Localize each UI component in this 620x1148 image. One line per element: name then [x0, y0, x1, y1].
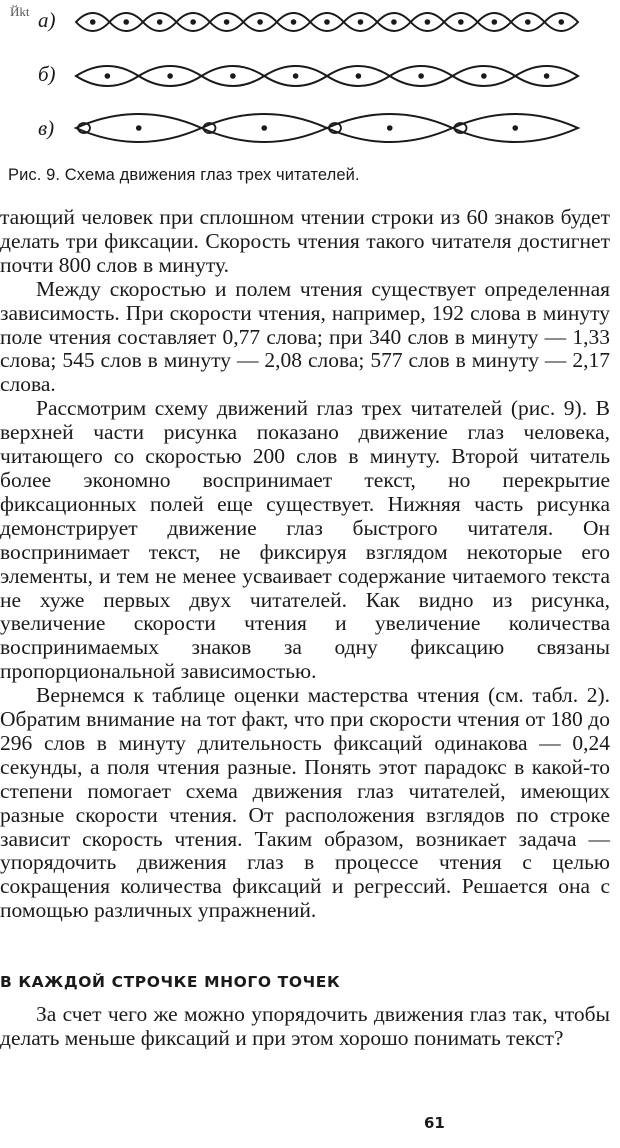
fixation-point	[261, 125, 267, 131]
paragraph: Рассмотрим схему движений глаз трех читателей (рис. 9). В верхней части рисунка показано движение глаз человека, читающего со скоростью 200 слов в минуту. Второй читатель более экономно воспринимает текст, но перекрытие фиксационных полей еще существует. Нижняя часть рисунка демонстрирует движение глаз быстрого читателя. Он воспринимает текст, не фиксируя взглядом некоторые его элементы, и тем не менее усваивает содержание читаемого текста не хуже первых двух читателей. Как видно из рисунка, увеличение скорости чтения и увеличение количества воспринимаемых знаков за одну фиксацию связаны пропорциональной зависимостью.	[0, 396, 610, 684]
section-text	[0, 1003, 610, 1051]
fixation-point	[324, 19, 330, 25]
paragraph: тающий человек при сплошном чтении строки из 60 знаков будет делать три фиксации. Скорость чтения такого читателя достигнет почти 800 слов в минуту.	[0, 205, 610, 277]
fixation-point	[458, 19, 464, 25]
fixation-point	[391, 19, 397, 25]
fixation-point	[136, 125, 142, 131]
fixation-point	[425, 19, 431, 25]
fixation-point	[167, 73, 173, 79]
row-label-a: а)	[38, 8, 56, 32]
fixation-point	[358, 19, 364, 25]
fixation-point	[224, 19, 230, 25]
fixation-point	[257, 19, 263, 25]
fixation-point	[387, 125, 393, 131]
paragraph: За счет чего же можно упорядочить движения глаз так, чтобы делать меньше фиксаций и при этом хорошо понимать текст?	[0, 1002, 610, 1050]
fixation-point	[157, 19, 163, 25]
paragraph: Вернемся к таблице оценки мастерства чтения (см. табл. 2). Обратим внимание на тот факт, что при скорости чтения от 180 до 296 слов в минуту длительность фиксаций одинакова — 0,24 секунды, а поля чтения разные. Понять этот парадокс в какой-то степени помогает схема движения глаз читателей, имеющих разные скорости чтения. От расположения взглядов по строке зависит скорость чтения. Таким образом, возникает задача — упорядочить движения глаз в процессе чтения с целью сокращения количества фиксаций и регрессий. Решается она с помощью различных упражнений.	[0, 683, 610, 923]
fixation-point	[90, 19, 96, 25]
fixation-point	[230, 73, 236, 79]
fixation-point	[123, 19, 129, 25]
fixation-point	[418, 73, 424, 79]
main-text	[0, 206, 610, 923]
paragraph: Между скоростью и полем чтения существует определенная зависимость. При скорости чтения, например, 192 слова в минуту поле чтения составляет 0,77 слова; при 340 слов в минуту — 1,33 слова; 545 слов в минуту — 2,08 слова; 577 слов в минуту — 2,17 слова.	[0, 276, 610, 397]
fixation-row	[76, 66, 578, 86]
fixation-point	[190, 19, 196, 25]
fixation-point	[492, 19, 498, 25]
row-label-b: б)	[38, 62, 56, 86]
fixation-point	[293, 73, 299, 79]
fixation-point	[481, 73, 487, 79]
fixation-point	[512, 125, 518, 131]
eye-movement-figure	[0, 0, 620, 160]
fixation-row	[76, 13, 578, 31]
row-label-c: в)	[38, 116, 55, 140]
scan-mark: Йkt	[10, 4, 30, 19]
figure-caption: Рис. 9. Схема движения глаз трех читателей.	[8, 166, 360, 184]
fixation-point	[291, 19, 297, 25]
fixation-point	[544, 73, 550, 79]
page-number: 61	[424, 1114, 445, 1132]
fixation-point	[525, 19, 531, 25]
fixation-row	[76, 114, 578, 142]
fixation-point	[558, 19, 564, 25]
section-heading: В КАЖДОЙ СТРОЧКЕ МНОГО ТОЧЕК	[0, 973, 341, 991]
fixation-point	[356, 73, 362, 79]
fixation-point	[105, 73, 111, 79]
